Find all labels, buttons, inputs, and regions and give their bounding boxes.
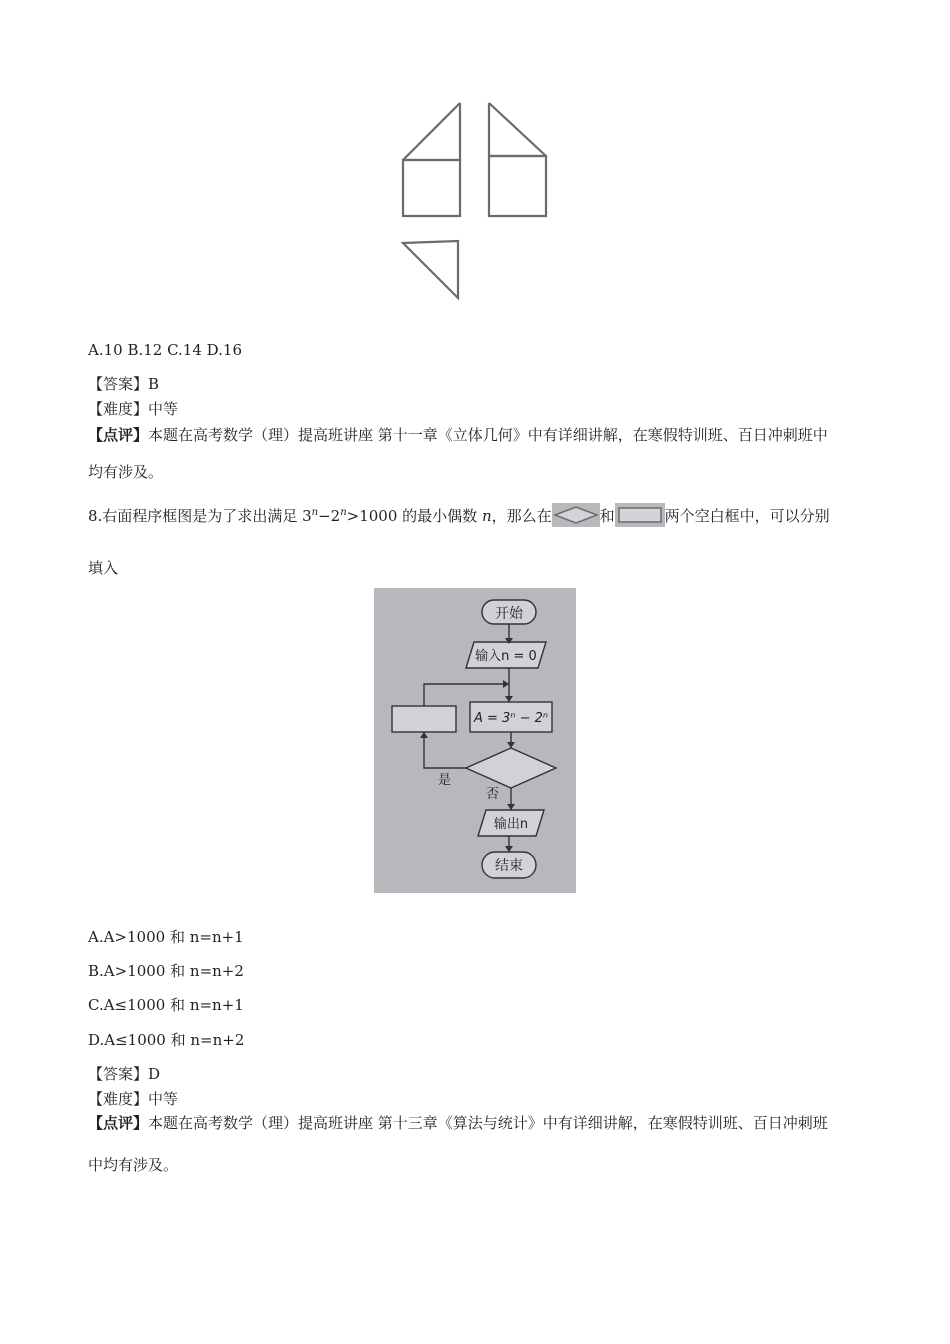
rectangle-box-icon — [615, 503, 665, 527]
q8-answer: 【答案】D — [88, 1065, 161, 1083]
flowchart-yes-label: 是 — [438, 773, 452, 788]
q8-stem-part2: −2 — [318, 507, 341, 525]
flowchart-end-label: 结束 — [495, 858, 523, 874]
q8-stem — [88, 503, 830, 527]
flowchart-blank-rect — [392, 706, 456, 732]
flowchart-assign-label: A = 3ⁿ − 2ⁿ — [473, 711, 549, 726]
q8-comment — [88, 1113, 828, 1133]
q7-comment-label: 【点评】 — [88, 426, 149, 444]
flowchart-no-label: 否 — [486, 787, 500, 802]
diamond-box-icon — [552, 503, 600, 527]
q8-option-a: A.A>1000 和 n=n+1 — [88, 928, 244, 946]
q8-sup1: n — [311, 507, 319, 518]
flowchart-output-label: 输出n — [493, 817, 529, 832]
top-view-triangle — [403, 241, 458, 298]
q7-comment — [88, 425, 828, 445]
q8-sup2: n — [340, 507, 347, 518]
q7-comment-text: 本题在高考数学（理）提高班讲座 第十一章《立体几何》中有详细讲解，在寒假特训班、百日冲刺班中 — [148, 426, 828, 444]
q8-option-b: B.A>1000 和 n=n+2 — [88, 962, 244, 980]
q8-comment-line2: 中均有涉及。 — [88, 1156, 179, 1174]
q8-option-d: D.A≤1000 和 n=n+2 — [88, 1031, 245, 1049]
q8-stem-part3: >1000 的最小偶数 — [346, 507, 482, 525]
q8-difficulty: 【难度】中等 — [88, 1090, 179, 1108]
side-view-rect — [489, 156, 546, 216]
flowchart-start-label: 开始 — [495, 606, 523, 622]
flowchart-input-label: 输入n = 0 — [475, 649, 537, 664]
three-view-figure — [395, 98, 555, 308]
q8-option-c: C.A≤1000 和 n=n+1 — [88, 996, 244, 1014]
q7-answer: 【答案】B — [88, 375, 160, 393]
q8-stem-line2: 填入 — [88, 559, 119, 577]
q8-stem-part4: ，那么在 — [491, 507, 552, 525]
q7-difficulty: 【难度】中等 — [88, 400, 179, 418]
q7-comment-line2: 均有涉及。 — [88, 463, 164, 481]
q8-comment-label: 【点评】 — [88, 1114, 149, 1132]
front-view-rect — [403, 160, 460, 216]
q7-options: A.10 B.12 C.14 D.16 — [88, 341, 243, 359]
q8-var-n: n — [481, 507, 492, 525]
q8-comment-text: 本题在高考数学（理）提高班讲座 第十三章《算法与统计》中有详细讲解，在寒假特训班、百日冲刺班 — [148, 1114, 828, 1132]
q8-stem-part1: 8.右面程序框图是为了求出满足 3 — [88, 507, 312, 525]
q8-stem-and: 和 — [599, 507, 615, 525]
q8-stem-part5: 两个空白框中，可以分别 — [664, 507, 830, 525]
flowchart — [374, 588, 576, 893]
